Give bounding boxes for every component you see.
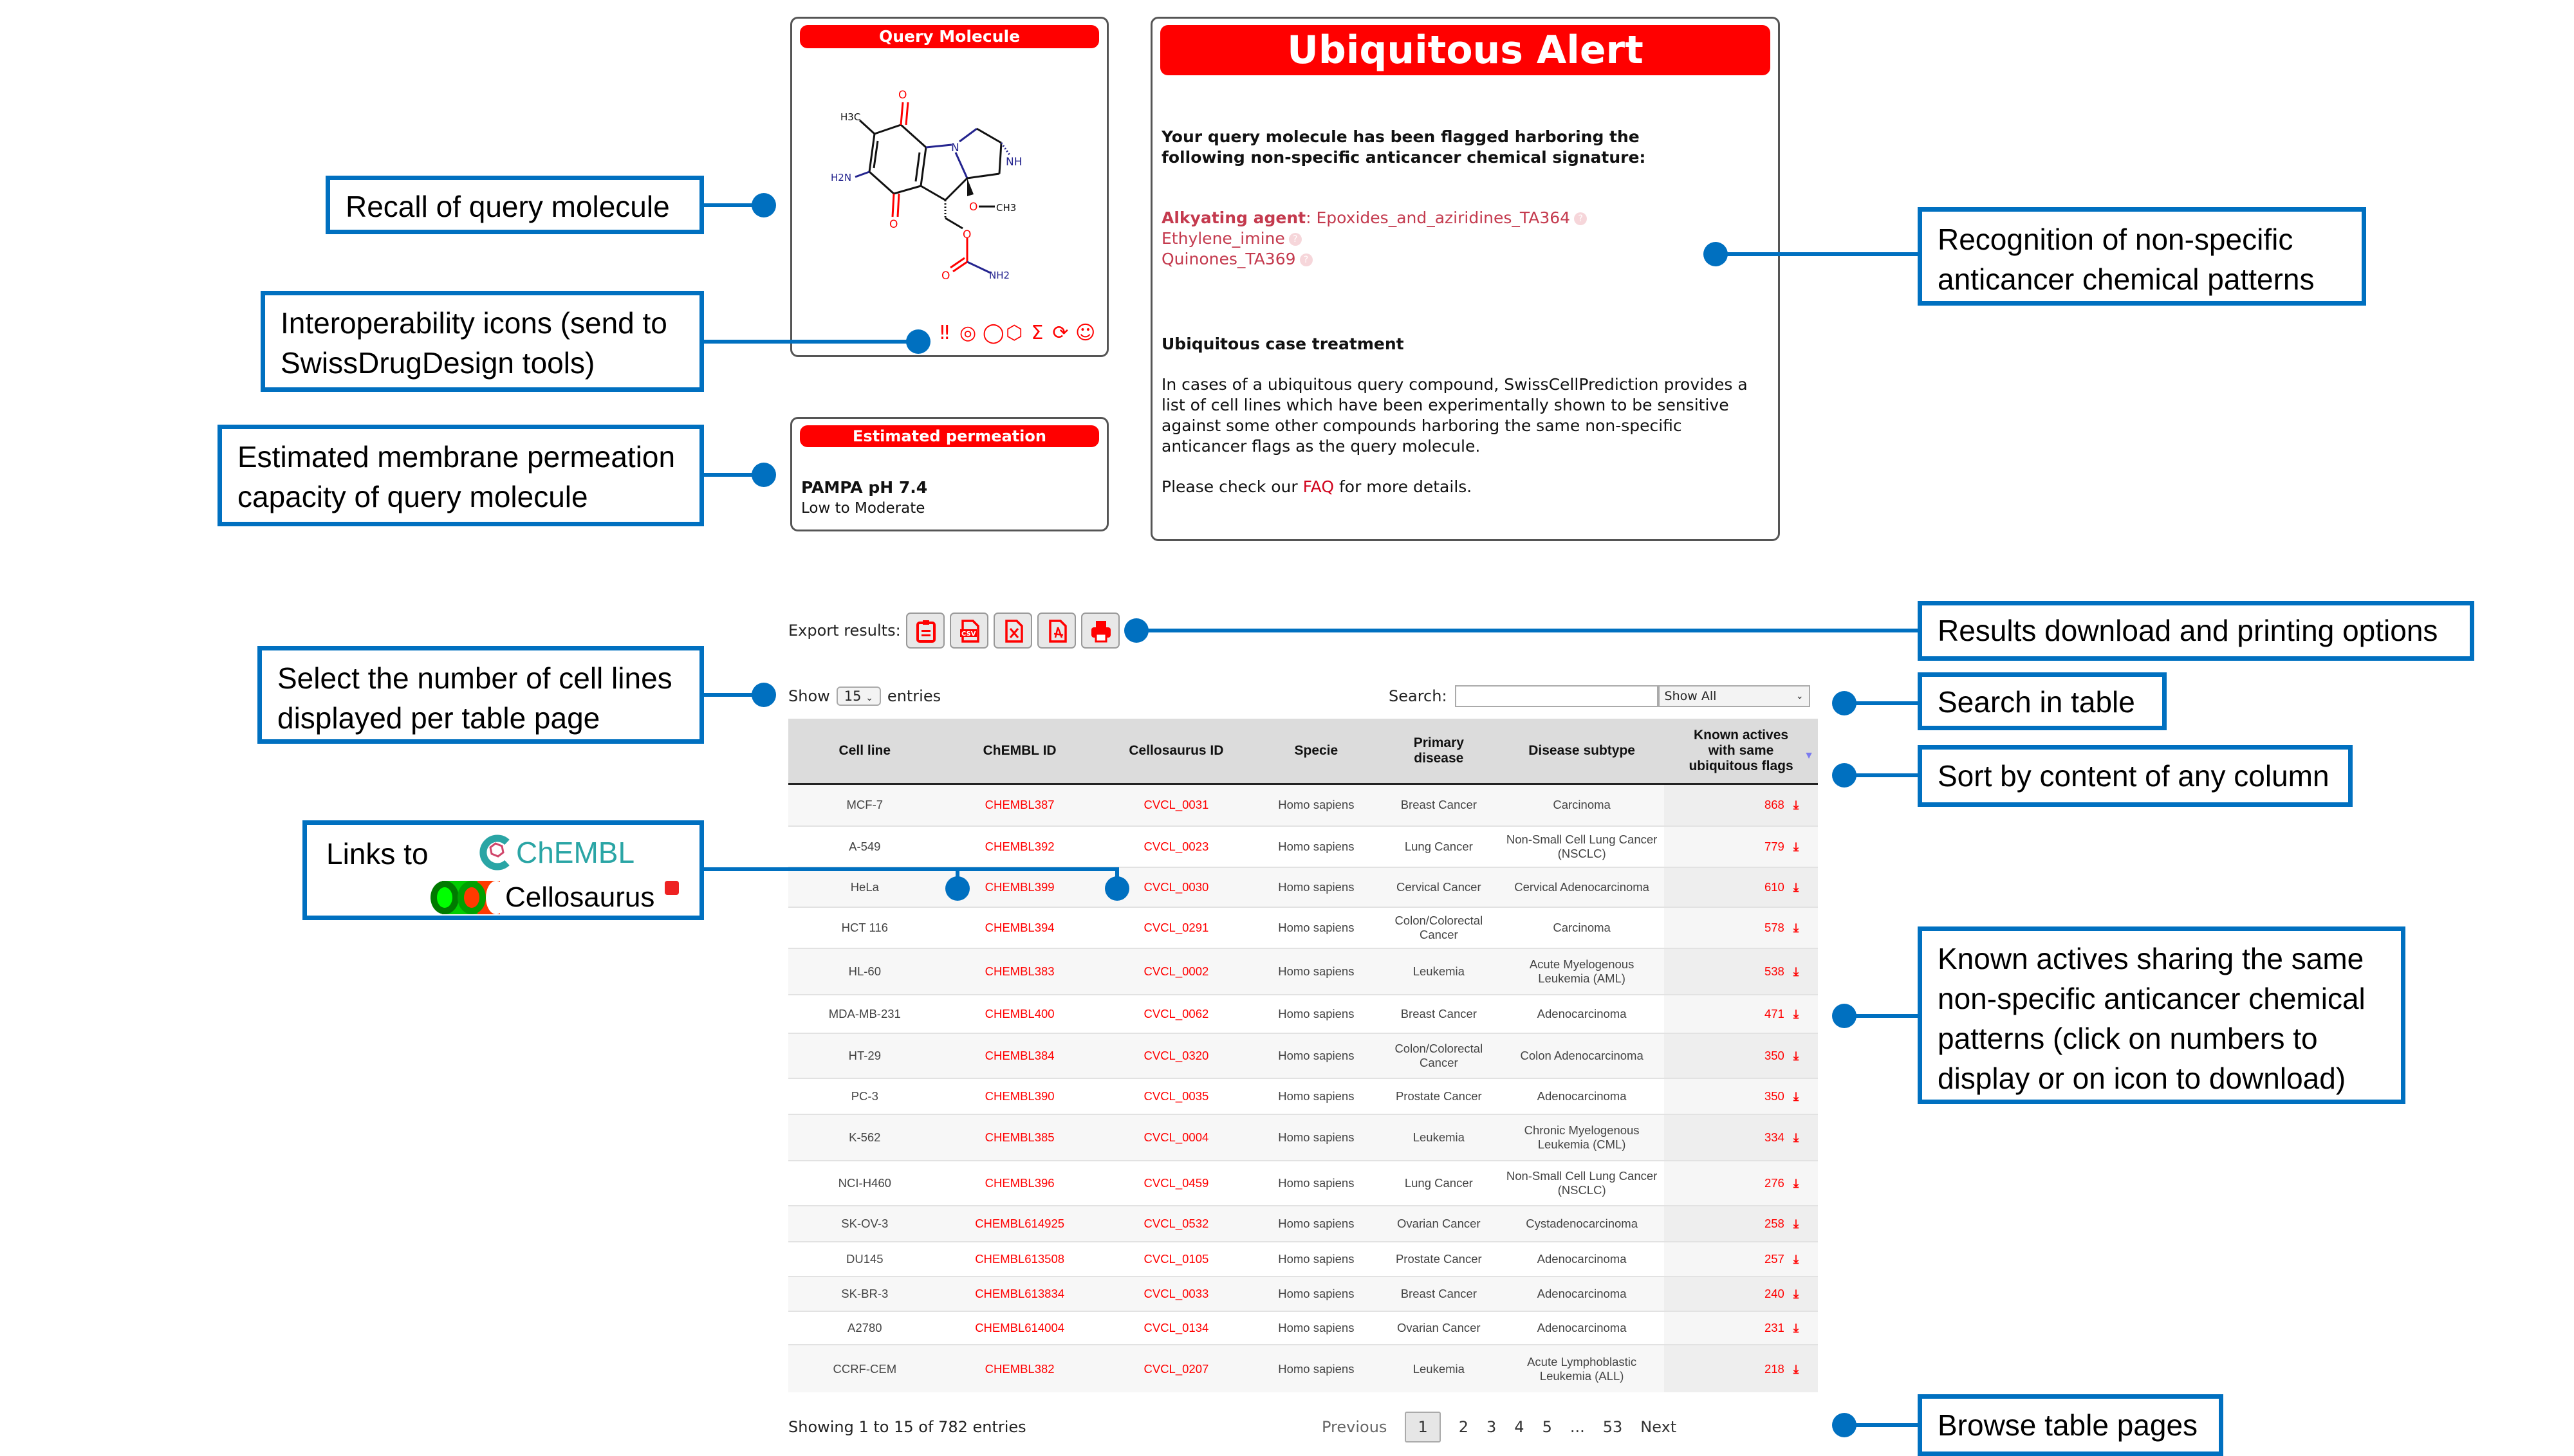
known-actives-cell — [1664, 1161, 1818, 1206]
callout-search: Search in table — [1918, 672, 2167, 730]
known-actives-count[interactable]: 610 — [1764, 880, 1784, 894]
specie: Homo sapiens — [1254, 1242, 1378, 1276]
export-bar — [788, 611, 1120, 650]
table-row — [788, 948, 1818, 995]
entries-label: entries — [887, 687, 941, 705]
faq-prefix: Please check our — [1162, 477, 1303, 496]
disease-subtype: Acute Lymphoblastic Leukemia (ALL) — [1499, 1345, 1664, 1392]
cellosaurus-link[interactable]: CVCL_0207 — [1098, 1345, 1255, 1392]
disease-subtype: Chronic Myelogenous Leukemia (CML) — [1499, 1114, 1664, 1161]
connector-dot — [906, 329, 931, 354]
previous-button[interactable]: Previous — [1322, 1418, 1387, 1436]
primary-disease: Ovarian Cancer — [1378, 1311, 1500, 1345]
permeation-title: Estimated permeation — [800, 425, 1099, 447]
cell-line: SK-BR-3 — [788, 1276, 941, 1311]
cellosaurus-link[interactable]: CVCL_0031 — [1098, 784, 1255, 826]
disease-subtype: Adenocarcinoma — [1499, 1311, 1664, 1345]
atom-nh2: NH2 — [989, 270, 1010, 281]
atom-h2n: H2N — [831, 172, 852, 183]
cellosaurus-link[interactable]: CVCL_0004 — [1098, 1114, 1255, 1161]
download-icon[interactable]: ⤓ — [1793, 1287, 1799, 1300]
page-button[interactable]: 53 — [1602, 1418, 1623, 1436]
table-row — [788, 1033, 1818, 1078]
callout-interop: Interoperability icons (send to SwissDrugDesign tools) — [261, 291, 704, 392]
atom-o-carbonyl: O — [941, 270, 950, 282]
primary-disease: Leukemia — [1378, 948, 1500, 995]
treatment-title: Ubiquitous case treatment — [1162, 335, 1404, 353]
chembl-link[interactable]: CHEMBL614925 — [941, 1206, 1098, 1242]
disease-subtype: Non-Small Cell Lung Cancer (NSCLC) — [1499, 826, 1664, 867]
table-header-row — [788, 719, 1818, 784]
specie: Homo sapiens — [1254, 826, 1378, 867]
chembl-link[interactable]: CHEMBL382 — [941, 1345, 1098, 1392]
specie: Homo sapiens — [1254, 907, 1378, 948]
chembl-link[interactable]: CHEMBL614004 — [941, 1311, 1098, 1345]
download-icon[interactable]: ⤓ — [1793, 798, 1799, 812]
cellosaurus-link[interactable]: CVCL_0035 — [1098, 1078, 1255, 1114]
download-icon[interactable]: ⤓ — [1793, 1007, 1799, 1020]
chembl-link[interactable]: CHEMBL394 — [941, 907, 1098, 948]
table-row — [788, 1311, 1818, 1345]
next-button[interactable]: Next — [1640, 1418, 1677, 1436]
primary-disease: Leukemia — [1378, 1345, 1500, 1392]
cellosaurus-link[interactable]: CVCL_0033 — [1098, 1276, 1255, 1311]
primary-disease: Prostate Cancer — [1378, 1078, 1500, 1114]
known-actives-cell — [1664, 995, 1818, 1033]
specie: Homo sapiens — [1254, 1345, 1378, 1392]
page-button[interactable]: 4 — [1514, 1418, 1524, 1436]
interop-icons — [936, 322, 1096, 344]
atom-h3c: H3C — [840, 111, 861, 123]
cellosaurus-link[interactable]: CVCL_0532 — [1098, 1206, 1255, 1242]
chembl-link[interactable]: CHEMBL383 — [941, 948, 1098, 995]
cell-line: A2780 — [788, 1311, 941, 1345]
column-header-primary-disease[interactable]: Primary disease — [1378, 719, 1500, 784]
flag-line-3 — [1162, 249, 1769, 270]
faq-link[interactable]: FAQ — [1302, 477, 1335, 496]
known-actives-cell — [1664, 1078, 1818, 1114]
swissadme-icon[interactable]: ◯ — [983, 322, 1005, 344]
cell-line: HeLa — [788, 867, 941, 907]
swisssimilarity-icon[interactable]: ‼ — [940, 322, 950, 344]
download-icon[interactable]: ⤓ — [1793, 1176, 1799, 1190]
disease-subtype: Adenocarcinoma — [1499, 1078, 1664, 1114]
chembl-link[interactable]: CHEMBL613834 — [941, 1276, 1098, 1311]
query-molecule-title: Query Molecule — [800, 25, 1099, 48]
query-molecule-panel — [790, 17, 1109, 357]
cellosaurus-logo — [429, 878, 679, 917]
disease-subtype: Cervical Adenocarcinoma — [1499, 867, 1664, 907]
cellosaurus-link[interactable]: CVCL_0023 — [1098, 826, 1255, 867]
table-row — [788, 1276, 1818, 1311]
primary-disease: Colon/Colorectal Cancer — [1378, 1033, 1500, 1078]
chembl-logo — [477, 833, 634, 872]
known-actives-count[interactable]: 218 — [1764, 1361, 1784, 1376]
connector-line — [1844, 773, 1918, 777]
specie: Homo sapiens — [1254, 1161, 1378, 1206]
alert-intro: Your query molecule has been flagged harboring the following non-specific anticancer chemical signature: — [1162, 127, 1646, 167]
known-actives-cell — [1664, 1033, 1818, 1078]
cellosaurus-link[interactable]: CVCL_0030 — [1098, 867, 1255, 907]
known-actives-count[interactable]: 471 — [1764, 1007, 1784, 1020]
results-table — [788, 719, 1818, 1392]
page-button[interactable]: 3 — [1486, 1418, 1497, 1436]
known-actives-cell — [1664, 1242, 1818, 1276]
primary-disease: Lung Cancer — [1378, 1161, 1500, 1206]
column-header-specie[interactable]: Specie — [1254, 719, 1378, 784]
chembl-link[interactable]: CHEMBL390 — [941, 1078, 1098, 1114]
connector-dot — [752, 193, 776, 217]
connector-dot — [752, 463, 776, 487]
connector-line — [704, 867, 1119, 871]
known-actives-count[interactable]: 538 — [1764, 964, 1784, 978]
primary-disease: Breast Cancer — [1378, 995, 1500, 1033]
disease-subtype: Adenocarcinoma — [1499, 1242, 1664, 1276]
known-actives-count[interactable]: 334 — [1764, 1130, 1784, 1144]
export-label: Export results: — [788, 622, 901, 640]
column-header-known-actives[interactable]: Known actives with same ubiquitous flags ▼ — [1664, 719, 1818, 784]
column-header-cellosaurus-id[interactable]: Cellosaurus ID — [1098, 719, 1255, 784]
printer-icon — [1090, 620, 1112, 643]
primary-disease: Breast Cancer — [1378, 1276, 1500, 1311]
known-actives-cell — [1664, 1114, 1818, 1161]
flag-item[interactable]: Ethylene_imine — [1162, 229, 1285, 248]
known-actives-cell — [1664, 948, 1818, 995]
download-icon[interactable]: ⤓ — [1793, 1049, 1799, 1062]
flag-item[interactable]: Quinones_TA369 — [1162, 250, 1296, 268]
pdf-button[interactable] — [1037, 613, 1076, 649]
pdf-file-icon — [1046, 620, 1068, 643]
treatment-text: In cases of a ubiquitous query compound, SwissCellPrediction provides a list of cell lines which have been experimentally shown to be sensitive against some other compounds harboring the same non-specific anticancer flags as the query molecule. — [1162, 375, 1748, 456]
callout-known-actives: Known actives sharing the same non-specific anticancer chemical patterns (click on numbers to display or on icon to download) — [1918, 926, 2405, 1104]
table-row — [788, 995, 1818, 1033]
known-actives-cell — [1664, 1311, 1818, 1345]
known-actives-count[interactable]: 779 — [1764, 840, 1784, 853]
copy-button[interactable] — [906, 613, 945, 649]
cellosaurus-link[interactable]: CVCL_0459 — [1098, 1161, 1255, 1206]
cell-line: CCRF-CEM — [788, 1345, 941, 1392]
callout-browse: Browse table pages — [1918, 1394, 2223, 1456]
specie: Homo sapiens — [1254, 948, 1378, 995]
known-actives-count[interactable]: 240 — [1764, 1287, 1784, 1300]
column-header-chembl-id[interactable]: ChEMBL ID — [941, 719, 1098, 784]
chembl-link[interactable]: CHEMBL396 — [941, 1161, 1098, 1206]
download-icon[interactable]: ⤓ — [1793, 840, 1799, 853]
known-actives-count[interactable]: 350 — [1764, 1049, 1784, 1062]
alert-title: Ubiquitous Alert — [1160, 25, 1770, 75]
table-row — [788, 1242, 1818, 1276]
known-actives-count[interactable]: 258 — [1764, 1217, 1784, 1230]
download-icon[interactable]: ⤓ — [1793, 1089, 1799, 1103]
download-icon[interactable]: ⤓ — [1793, 964, 1799, 978]
known-actives-cell — [1664, 784, 1818, 826]
page-button[interactable]: 2 — [1458, 1418, 1468, 1436]
download-icon[interactable]: ⤓ — [1793, 1361, 1799, 1376]
disease-subtype: Carcinoma — [1499, 907, 1664, 948]
known-actives-count[interactable]: 578 — [1764, 921, 1784, 934]
atom-o-ester: O — [963, 228, 972, 241]
page-ellipsis: ... — [1569, 1418, 1585, 1436]
disease-subtype: Acute Myelogenous Leukemia (AML) — [1499, 948, 1664, 995]
disease-subtype: Non-Small Cell Lung Cancer (NSCLC) — [1499, 1161, 1664, 1206]
cell-line: K-562 — [788, 1114, 941, 1161]
csv-button[interactable] — [950, 613, 988, 649]
sort-desc-icon[interactable]: ▼ — [1804, 750, 1814, 761]
specie: Homo sapiens — [1254, 1078, 1378, 1114]
connector-dot — [1105, 876, 1129, 901]
molecule-structure — [799, 57, 1101, 315]
connector-line — [1844, 701, 1918, 705]
help-icon[interactable]: ? — [1289, 233, 1302, 246]
flag-line-1: Alkyating agent: Epoxides_and_aziridines_TA364 ? — [1162, 208, 1769, 228]
table-row — [788, 784, 1818, 826]
svg-text:CSV: CSV — [961, 631, 976, 638]
specie: Homo sapiens — [1254, 1114, 1378, 1161]
download-icon[interactable]: ⤓ — [1793, 1252, 1799, 1266]
connector-line — [1844, 1014, 1918, 1018]
known-actives-cell — [1664, 1276, 1818, 1311]
chembl-link[interactable]: CHEMBL385 — [941, 1114, 1098, 1161]
flag-line-2 — [1162, 228, 1769, 249]
download-icon[interactable]: ⤓ — [1793, 1217, 1799, 1230]
chembl-logo-icon — [477, 834, 514, 871]
ubiquitous-alert-panel — [1151, 17, 1780, 541]
column-header-cell-line[interactable]: Cell line — [788, 719, 941, 784]
table-row — [788, 867, 1818, 907]
csv-file-icon — [959, 620, 981, 643]
page-size-select[interactable] — [837, 687, 881, 706]
callout-download: Results download and printing options — [1918, 601, 2474, 661]
cellosaurus-link[interactable]: CVCL_0134 — [1098, 1311, 1255, 1345]
disease-subtype: Adenocarcinoma — [1499, 1276, 1664, 1311]
cell-line: A-549 — [788, 826, 941, 867]
swissbioisostere-icon[interactable]: ⬡ — [1006, 322, 1023, 344]
connector-dot — [752, 683, 776, 707]
alert-flags — [1162, 208, 1769, 270]
cell-line: NCI-H460 — [788, 1161, 941, 1206]
download-icon[interactable]: ⤓ — [1793, 880, 1799, 894]
search-input[interactable] — [1455, 685, 1658, 707]
primary-disease: Prostate Cancer — [1378, 1242, 1500, 1276]
chembl-link[interactable]: CHEMBL400 — [941, 995, 1098, 1033]
cell-line: HL-60 — [788, 948, 941, 995]
table-row — [788, 1078, 1818, 1114]
permeation-label: PAMPA pH 7.4 — [801, 478, 928, 497]
cellosaurus-link[interactable]: CVCL_0002 — [1098, 948, 1255, 995]
swisstargetprediction-icon[interactable]: ◎ — [959, 322, 977, 344]
column-header-disease-subtype[interactable]: Disease subtype — [1499, 719, 1664, 784]
download-icon[interactable]: ⤓ — [1793, 1130, 1799, 1144]
cell-line: MDA-MB-231 — [788, 995, 941, 1033]
chembl-logo-text: ChEMBL — [516, 836, 635, 869]
cellosaurus-link[interactable]: CVCL_0062 — [1098, 995, 1255, 1033]
table-row — [788, 1345, 1818, 1392]
page-button[interactable]: 5 — [1542, 1418, 1552, 1436]
primary-disease: Cervical Cancer — [1378, 867, 1500, 907]
page-size-value: 15 — [844, 688, 862, 704]
callout-permeation: Estimated membrane permeation capacity of query molecule — [218, 425, 704, 526]
known-actives-cell — [1664, 826, 1818, 867]
known-actives-cell — [1664, 1206, 1818, 1242]
atom-o-top: O — [898, 89, 907, 102]
flag-item[interactable]: Epoxides_and_aziridines_TA364 — [1316, 208, 1571, 227]
callout-recall: Recall of query molecule — [326, 176, 704, 234]
filter-select[interactable] — [1658, 685, 1810, 707]
cellosaurus-link[interactable]: CVCL_0291 — [1098, 907, 1255, 948]
chembl-link[interactable]: CHEMBL392 — [941, 826, 1098, 867]
disease-subtype: Adenocarcinoma — [1499, 995, 1664, 1033]
atom-nh: NH — [1006, 156, 1023, 169]
chevron-down-icon: ⌄ — [1795, 691, 1804, 701]
links-to-label: Links to — [326, 837, 429, 871]
known-actives-count[interactable]: 257 — [1764, 1252, 1784, 1266]
primary-disease: Leukemia — [1378, 1114, 1500, 1161]
download-icon[interactable]: ⤓ — [1793, 1321, 1799, 1334]
callout-sort: Sort by content of any column — [1918, 745, 2353, 807]
table-row — [788, 826, 1818, 867]
specie: Homo sapiens — [1254, 1033, 1378, 1078]
chevron-down-icon: ⌄ — [866, 693, 873, 703]
cell-line: MCF-7 — [788, 784, 941, 826]
chembl-link[interactable]: CHEMBL399 — [941, 867, 1098, 907]
known-actives-cell — [1664, 907, 1818, 948]
excel-button[interactable] — [994, 613, 1032, 649]
download-icon[interactable]: ⤓ — [1793, 921, 1799, 934]
connector-line — [704, 340, 923, 344]
cellosaurus-badge-icon — [665, 881, 679, 895]
connector-line — [1844, 1423, 1918, 1427]
search-label: Search: — [1389, 687, 1447, 705]
swissparam-icon[interactable]: Σ — [1031, 322, 1044, 344]
cellosaurus-logo-text: Cellosaurus — [505, 881, 655, 913]
connector-line — [1716, 252, 1918, 256]
table-row — [788, 1161, 1818, 1206]
connector-dot — [945, 876, 970, 901]
chembl-link[interactable]: CHEMBL384 — [941, 1033, 1098, 1078]
cell-line: PC-3 — [788, 1078, 941, 1114]
pagination — [1313, 1408, 1685, 1446]
specie: Homo sapiens — [1254, 1311, 1378, 1345]
table-info: Showing 1 to 15 of 782 entries — [788, 1418, 1026, 1436]
callout-links — [302, 820, 704, 920]
primary-disease: Lung Cancer — [1378, 826, 1500, 867]
primary-disease: Ovarian Cancer — [1378, 1206, 1500, 1242]
faq-line — [1162, 477, 1769, 497]
excel-file-icon — [1003, 620, 1024, 643]
help-icon[interactable]: ? — [1300, 253, 1313, 266]
disease-subtype: Cystadenocarcinoma — [1499, 1206, 1664, 1242]
page-size-control — [788, 684, 941, 708]
callout-select: Select the number of cell lines displayed per table page — [257, 646, 704, 744]
atom-o-methoxy: O — [969, 201, 978, 214]
table-row — [788, 1206, 1818, 1242]
cellosaurus-logo-icon — [429, 880, 501, 916]
help-icon[interactable]: ? — [1574, 212, 1587, 225]
specie: Homo sapiens — [1254, 867, 1378, 907]
swissskills-icon[interactable]: ☺ — [1075, 322, 1096, 344]
swissdock-icon[interactable]: ⟳ — [1052, 322, 1069, 344]
disease-subtype: Carcinoma — [1499, 784, 1664, 826]
known-actives-cell — [1664, 1345, 1818, 1392]
cell-line: HCT 116 — [788, 907, 941, 948]
flag-category: Alkyating agent — [1162, 208, 1306, 227]
chembl-link[interactable]: CHEMBL387 — [941, 784, 1098, 826]
cellosaurus-link[interactable]: CVCL_0320 — [1098, 1033, 1255, 1078]
cell-line: DU145 — [788, 1242, 941, 1276]
callout-recognition: Recognition of non-specific anticancer chemical patterns — [1918, 207, 2366, 306]
cell-line: HT-29 — [788, 1033, 941, 1078]
atom-ch3: CH3 — [996, 202, 1017, 214]
filter-value: Show All — [1664, 689, 1717, 703]
show-label: Show — [788, 687, 830, 705]
connector-line — [1136, 629, 1918, 632]
known-actives-count[interactable]: 276 — [1764, 1176, 1784, 1190]
disease-subtype: Colon Adenocarcinoma — [1499, 1033, 1664, 1078]
atom-n: N — [951, 142, 959, 154]
specie: Homo sapiens — [1254, 1206, 1378, 1242]
known-actives-cell — [1664, 867, 1818, 907]
clipboard-icon — [915, 620, 937, 643]
table-row — [788, 1114, 1818, 1161]
faq-suffix: for more details. — [1334, 477, 1472, 496]
print-button[interactable] — [1081, 613, 1120, 649]
specie: Homo sapiens — [1254, 995, 1378, 1033]
cellosaurus-link[interactable]: CVCL_0105 — [1098, 1242, 1255, 1276]
permeation-panel — [790, 417, 1109, 531]
primary-disease: Colon/Colorectal Cancer — [1378, 907, 1500, 948]
search-control — [1389, 683, 1810, 709]
atom-o-bottom: O — [889, 218, 898, 231]
cell-line: SK-OV-3 — [788, 1206, 941, 1242]
known-actives-count[interactable]: 231 — [1764, 1321, 1784, 1334]
known-actives-count[interactable]: 350 — [1764, 1089, 1784, 1103]
chembl-link[interactable]: CHEMBL613508 — [941, 1242, 1098, 1276]
specie: Homo sapiens — [1254, 1276, 1378, 1311]
permeation-value: Low to Moderate — [801, 500, 925, 517]
table-row — [788, 907, 1818, 948]
specie: Homo sapiens — [1254, 784, 1378, 826]
primary-disease: Breast Cancer — [1378, 784, 1500, 826]
page-button-current[interactable]: 1 — [1405, 1412, 1440, 1442]
known-actives-count[interactable]: 868 — [1764, 798, 1784, 812]
